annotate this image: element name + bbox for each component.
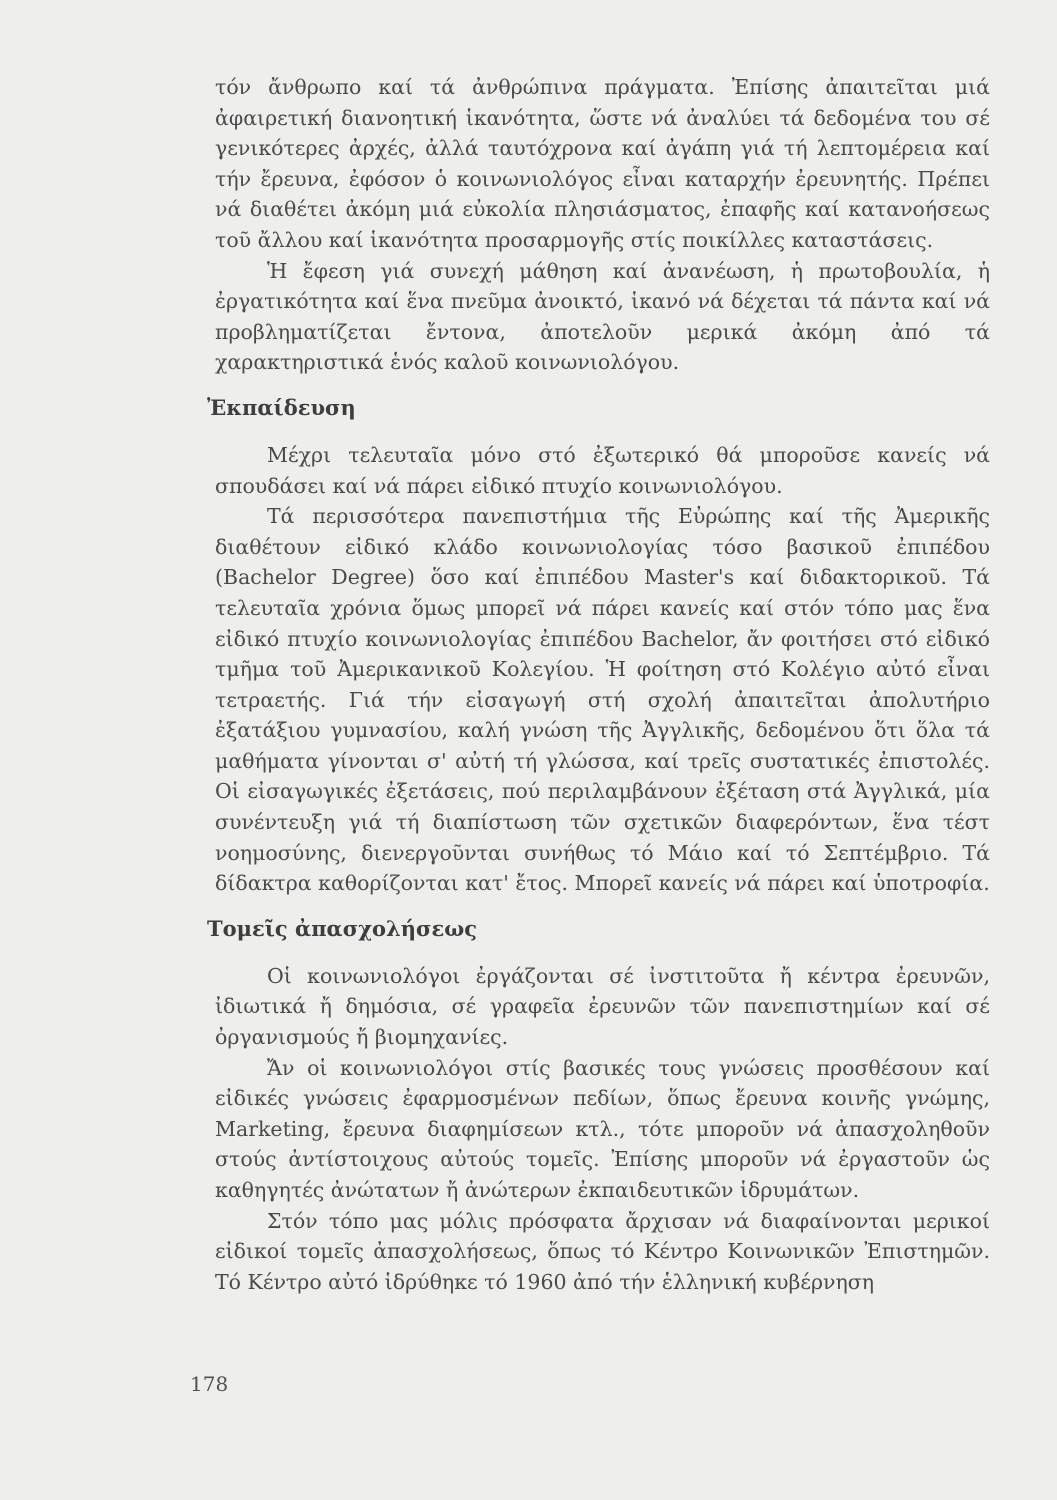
employment-paragraph-3: Στόν τόπο μας μόλις πρόσφατα ἄρχισαν νά διαφαίνονται μερικοί εἰδικοί τομεῖς ἀπασχολήσεως, ὅπως τό Κέντρο Κοινωνικῶν Ἐπιστημῶν. Τό Κέντρο αὐτό ἱδρύθηκε τό 1960 ἀπό τήν ἑλληνική κυβέρνηση <box>215 1208 990 1294</box>
page-number: 178 <box>190 1372 229 1396</box>
employment-paragraph-1: Οἱ κοινωνιολόγοι ἐργάζονται σέ ἰνστιτοῦτα ἤ κέντρα ἐρευνῶν, ἰδιωτικά ἤ δημόσια, σέ γραφεῖα ἐρευνῶν τῶν πανεπιστημίων καί σέ ὀργανισμούς ἤ βιομηχανίες. <box>215 963 990 1050</box>
education-paragraph-2: Τά περισσότερα πανεπιστήμια τῆς Εὐρώπης καί τῆς Ἀμερικῆς διαθέτουν εἰδικό κλάδο κοινωνιολογίας τόσο βασικοῦ ἐπιπέδου (Bachelor Degree) ὅσο καί ἐπιπέδου Master's καί διδακτορικοῦ. Τά τελευταῖα χρόνια ὅμως μπορεῖ νά πάρει κανείς καί στόν τόπο μας ἕνα εἰδικό πτυχίο κοινωνιολογίας ἐπιπέδου Bachelor, ἄν φοιτήσει στό εἰδικό τμῆμα τοῦ Ἀμερικανικοῦ Κολεγίου. Ἡ φοίτηση στό Κολέγιο αὐτό εἶναι τετραετής. Γιά τήν εἰσαγωγή στή σχολή ἀπαιτεῖται ἀπολυτήριο ἑξατάξιου γυμνασίου, καλή γνώση τῆς Ἀγγλικῆς, δεδομένου ὅτι ὅλα τά μαθήματα γίνονται σ' αὐτή τή γλώσσα, καί τρεῖς συστατικές ἐπιστολές. Οἱ εἰσαγωγικές ἐξετάσεις, πού περιλαμβάνουν ἐξέταση στά Ἀγγλικά, μία συνέντευξη γιά τή διαπίστωση τῶν σχετικῶν διαφερόντων, ἕνα τέστ νοημοσύνης, διενεργοῦνται συνήθως τό Μάιο καί τό Σεπτέμβριο. Τά δίδακτρα καθορίζονται κατ' ἔτος. Μπορεῖ κανείς νά πάρει καί ὑποτροφία. <box>215 504 990 896</box>
education-heading: Ἐκπαίδευση <box>207 394 356 420</box>
employment-paragraph-2: Ἄν οἱ κοινωνιολόγοι στίς βασικές τους γνώσεις προσθέσουν καί εἰδικές γνώσεις ἐφαρμοσμένων πεδίων, ὅπως ἔρευνα κοινῆς γνώμης, Marketing, ἔρευνα διαφημίσεων κτλ., τότε μποροῦν νά ἀπασχοληθοῦν στούς ἀντίστοιχους αὐτούς τομεῖς. Ἐπίσης μποροῦν νά ἐργαστοῦν ὡς καθηγητές ἀνώτατων ἤ ἀνώτερων ἐκπαιδευτικῶν ἱδρυμάτων. <box>215 1055 990 1202</box>
education-paragraph-1: Μέχρι τελευταῖα μόνο στό ἐξωτερικό θά μποροῦσε κανείς νά σπουδάσει καί νά πάρει εἰδικό πτυχίο κοινωνιολόγου. <box>215 442 990 498</box>
page-body <box>207 72 990 1297</box>
traits-paragraph: Ἡ ἔφεση γιά συνεχή μάθηση καί ἀνανέωση, ἡ πρωτοβουλία, ἡ ἐργατικότητα καί ἕνα πνεῦμα ἀνοικτό, ἱκανό νά δέχεται τά πάντα καί νά προβληματίζεται ἔντονα, ἀποτελοῦν μερικά ἀκόμη ἀπό τά χαρακτηριστικά ἑνός καλοῦ κοινωνιολόγου. <box>215 258 990 375</box>
intro-paragraph: τόν ἄνθρωπο καί τά ἀνθρώπινα πράγματα. Ἐπίσης ἀπαιτεῖται μιά ἀφαιρετική διανοητική ἱκανότητα, ὥστε νά ἀναλύει τά δεδομένα του σέ γενικότερες ἀρχές, ἀλλά ταυτόχρονα καί ἀγάπη γιά τή λεπτομέρεια καί τήν ἔρευνα, ἐφόσον ὁ κοινωνιολόγος εἶναι καταρχήν ἐρευνητής. Πρέπει νά διαθέτει ἀκόμη μιά εὐκολία πλησιάσματος, ἐπαφῆς καί κατανοήσεως τοῦ ἄλλου καί ἱκανότητα προσαρμογῆς στίς ποικίλλες καταστάσεις. <box>215 75 990 252</box>
employment-heading: Τομεῖς ἀπασχολήσεως <box>207 915 478 941</box>
